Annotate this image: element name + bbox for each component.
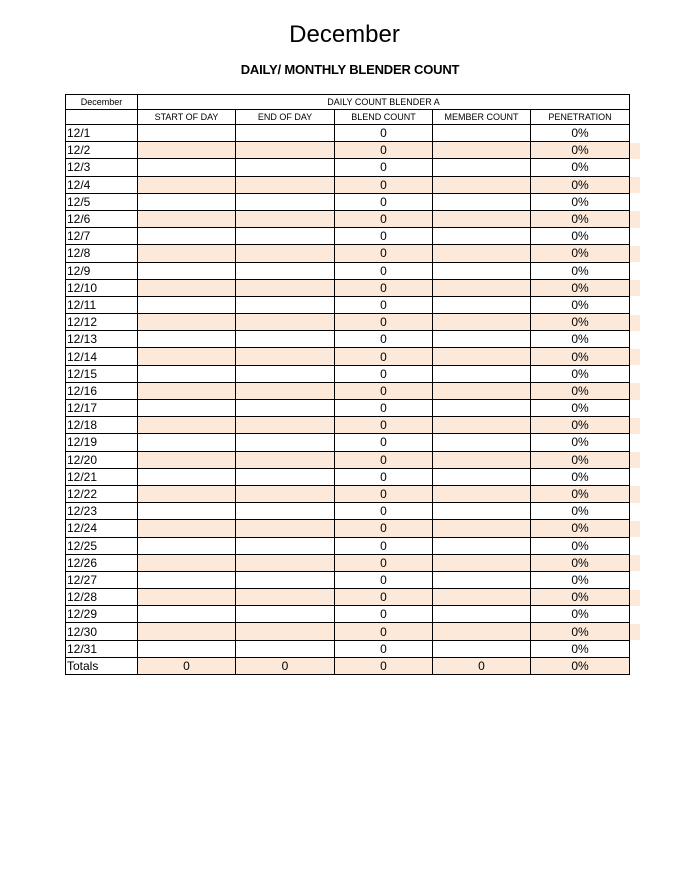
penetration-cell: 0% <box>531 193 630 210</box>
column-header-blend-count: BLEND COUNT <box>335 110 433 125</box>
blend-count-cell: 0 <box>335 348 433 365</box>
end-of-day-cell[interactable] <box>236 142 335 159</box>
penetration-cell: 0% <box>531 296 630 313</box>
blend-count-cell: 0 <box>335 125 433 142</box>
date-cell: 12/19 <box>66 434 138 451</box>
penetration-cell: 0% <box>531 554 630 571</box>
date-cell: 12/17 <box>66 400 138 417</box>
blend-count-cell: 0 <box>335 434 433 451</box>
member-count-cell[interactable] <box>433 210 531 227</box>
table-row <box>66 210 630 227</box>
blend-count-cell: 0 <box>335 228 433 245</box>
table-row <box>66 314 630 331</box>
start-of-day-cell[interactable] <box>138 589 236 606</box>
start-of-day-cell[interactable] <box>138 176 236 193</box>
end-of-day-cell[interactable] <box>236 228 335 245</box>
blend-count-cell: 0 <box>335 142 433 159</box>
group-header-row <box>66 95 630 110</box>
penetration-cell: 0% <box>531 468 630 485</box>
row-fill-overflow <box>630 280 640 296</box>
start-of-day-cell[interactable] <box>138 245 236 262</box>
member-count-cell[interactable] <box>433 348 531 365</box>
penetration-cell: 0% <box>531 279 630 296</box>
table-row <box>66 485 630 502</box>
date-cell: 12/12 <box>66 314 138 331</box>
member-count-cell[interactable] <box>433 468 531 485</box>
member-count-cell[interactable] <box>433 606 531 623</box>
penetration-cell: 0% <box>531 331 630 348</box>
end-of-day-cell[interactable] <box>236 434 335 451</box>
table-row <box>66 159 630 176</box>
date-cell: 12/22 <box>66 485 138 502</box>
start-of-day-cell[interactable] <box>138 262 236 279</box>
start-of-day-cell[interactable] <box>138 314 236 331</box>
row-fill-overflow <box>630 521 640 537</box>
page-title: December <box>289 21 400 48</box>
blend-count-cell: 0 <box>335 400 433 417</box>
start-of-day-cell[interactable] <box>138 228 236 245</box>
start-of-day-cell[interactable] <box>138 640 236 657</box>
table-row <box>66 571 630 588</box>
end-of-day-cell[interactable] <box>236 382 335 399</box>
table-row <box>66 296 630 313</box>
table-row <box>66 537 630 554</box>
column-header-end-of-day: END OF DAY <box>236 110 335 125</box>
end-of-day-cell[interactable] <box>236 365 335 382</box>
end-of-day-cell[interactable] <box>236 554 335 571</box>
blend-count-cell: 0 <box>335 451 433 468</box>
start-of-day-cell[interactable] <box>138 125 236 142</box>
member-count-cell[interactable] <box>433 331 531 348</box>
start-of-day-cell[interactable] <box>138 451 236 468</box>
table-row <box>66 331 630 348</box>
member-count-cell[interactable] <box>433 537 531 554</box>
end-of-day-cell[interactable] <box>236 606 335 623</box>
blend-count-cell: 0 <box>335 468 433 485</box>
column-header-member-count: MEMBER COUNT <box>433 110 531 125</box>
penetration-cell: 0% <box>531 417 630 434</box>
table-row <box>66 400 630 417</box>
end-of-day-cell[interactable] <box>236 159 335 176</box>
member-count-cell[interactable] <box>433 503 531 520</box>
date-cell: 12/11 <box>66 296 138 313</box>
member-count-cell[interactable] <box>433 520 531 537</box>
member-count-cell[interactable] <box>433 296 531 313</box>
table-row <box>66 365 630 382</box>
total-penetration-cell: 0% <box>531 657 630 674</box>
penetration-cell: 0% <box>531 142 630 159</box>
table-row <box>66 279 630 296</box>
date-cell: 12/25 <box>66 537 138 554</box>
row-fill-overflow <box>630 624 640 640</box>
penetration-cell: 0% <box>531 606 630 623</box>
blend-count-cell: 0 <box>335 503 433 520</box>
row-fill-overflow <box>630 143 640 159</box>
penetration-cell: 0% <box>531 589 630 606</box>
member-count-cell[interactable] <box>433 640 531 657</box>
date-cell: 12/7 <box>66 228 138 245</box>
start-of-day-cell[interactable] <box>138 279 236 296</box>
penetration-cell: 0% <box>531 503 630 520</box>
table-row <box>66 589 630 606</box>
group-header-cell: DAILY COUNT BLENDER A <box>138 95 630 110</box>
table-row <box>66 640 630 657</box>
blend-count-cell: 0 <box>335 537 433 554</box>
penetration-cell: 0% <box>531 210 630 227</box>
penetration-cell: 0% <box>531 245 630 262</box>
blend-count-cell: 0 <box>335 159 433 176</box>
blend-count-cell: 0 <box>335 606 433 623</box>
start-of-day-cell[interactable] <box>138 571 236 588</box>
penetration-cell: 0% <box>531 365 630 382</box>
date-cell: 12/14 <box>66 348 138 365</box>
blend-count-cell: 0 <box>335 571 433 588</box>
member-count-cell[interactable] <box>433 571 531 588</box>
start-of-day-cell[interactable] <box>138 485 236 502</box>
row-fill-overflow <box>630 211 640 227</box>
start-of-day-cell[interactable] <box>138 365 236 382</box>
start-of-day-cell[interactable] <box>138 606 236 623</box>
penetration-cell: 0% <box>531 382 630 399</box>
member-count-cell[interactable] <box>433 365 531 382</box>
blend-count-cell: 0 <box>335 245 433 262</box>
blender-count-sheet <box>65 94 630 675</box>
blend-count-cell: 0 <box>335 262 433 279</box>
table-row <box>66 468 630 485</box>
penetration-cell: 0% <box>531 348 630 365</box>
date-cell: 12/1 <box>66 125 138 142</box>
blend-count-cell: 0 <box>335 279 433 296</box>
end-of-day-cell[interactable] <box>236 640 335 657</box>
blend-count-cell: 0 <box>335 382 433 399</box>
penetration-cell: 0% <box>531 228 630 245</box>
date-column-header <box>66 110 138 125</box>
date-cell: 12/2 <box>66 142 138 159</box>
date-cell: 12/10 <box>66 279 138 296</box>
row-fill-overflow <box>630 555 640 571</box>
table-row <box>66 434 630 451</box>
date-cell: 12/8 <box>66 245 138 262</box>
end-of-day-cell[interactable] <box>236 331 335 348</box>
row-fill-overflow <box>630 315 640 331</box>
member-count-cell[interactable] <box>433 451 531 468</box>
total-member-count-cell: 0 <box>433 657 531 674</box>
table-row <box>66 228 630 245</box>
member-count-cell[interactable] <box>433 245 531 262</box>
date-cell: 12/23 <box>66 503 138 520</box>
blend-count-cell: 0 <box>335 640 433 657</box>
date-cell: 12/15 <box>66 365 138 382</box>
blend-count-cell: 0 <box>335 623 433 640</box>
member-count-cell[interactable] <box>433 159 531 176</box>
date-cell: 12/4 <box>66 176 138 193</box>
column-header-start-of-day: START OF DAY <box>138 110 236 125</box>
penetration-cell: 0% <box>531 434 630 451</box>
column-header-penetration: PENETRATION <box>531 110 630 125</box>
start-of-day-cell[interactable] <box>138 417 236 434</box>
blender-count-table <box>65 94 630 675</box>
end-of-day-cell[interactable] <box>236 348 335 365</box>
start-of-day-cell[interactable] <box>138 348 236 365</box>
date-cell: 12/24 <box>66 520 138 537</box>
member-count-cell[interactable] <box>433 434 531 451</box>
penetration-cell: 0% <box>531 485 630 502</box>
total-start-of-day-cell: 0 <box>138 657 236 674</box>
start-of-day-cell[interactable] <box>138 382 236 399</box>
member-count-cell[interactable] <box>433 485 531 502</box>
member-count-cell[interactable] <box>433 193 531 210</box>
table-row <box>66 606 630 623</box>
start-of-day-cell[interactable] <box>138 554 236 571</box>
date-cell: 12/3 <box>66 159 138 176</box>
end-of-day-cell[interactable] <box>236 485 335 502</box>
member-count-cell[interactable] <box>433 623 531 640</box>
page-subtitle: DAILY/ MONTHLY BLENDER COUNT <box>240 62 460 77</box>
table-row <box>66 520 630 537</box>
end-of-day-cell[interactable] <box>236 468 335 485</box>
start-of-day-cell[interactable] <box>138 537 236 554</box>
column-header-row <box>66 110 630 125</box>
date-cell: 12/28 <box>66 589 138 606</box>
blend-count-cell: 0 <box>335 554 433 571</box>
penetration-cell: 0% <box>531 314 630 331</box>
start-of-day-cell[interactable] <box>138 434 236 451</box>
end-of-day-cell[interactable] <box>236 400 335 417</box>
row-fill-overflow <box>630 177 640 193</box>
table-row <box>66 176 630 193</box>
penetration-cell: 0% <box>531 159 630 176</box>
end-of-day-cell[interactable] <box>236 262 335 279</box>
date-cell: 12/9 <box>66 262 138 279</box>
table-row <box>66 554 630 571</box>
date-cell: 12/20 <box>66 451 138 468</box>
member-count-cell[interactable] <box>433 228 531 245</box>
blend-count-cell: 0 <box>335 485 433 502</box>
end-of-day-cell[interactable] <box>236 623 335 640</box>
member-count-cell[interactable] <box>433 417 531 434</box>
blend-count-cell: 0 <box>335 193 433 210</box>
member-count-cell[interactable] <box>433 262 531 279</box>
start-of-day-cell[interactable] <box>138 159 236 176</box>
penetration-cell: 0% <box>531 640 630 657</box>
end-of-day-cell[interactable] <box>236 125 335 142</box>
end-of-day-cell[interactable] <box>236 210 335 227</box>
penetration-cell: 0% <box>531 623 630 640</box>
start-of-day-cell[interactable] <box>138 503 236 520</box>
penetration-cell: 0% <box>531 571 630 588</box>
blend-count-cell: 0 <box>335 176 433 193</box>
date-cell: 12/31 <box>66 640 138 657</box>
start-of-day-cell[interactable] <box>138 142 236 159</box>
start-of-day-cell[interactable] <box>138 331 236 348</box>
end-of-day-cell[interactable] <box>236 520 335 537</box>
blend-count-cell: 0 <box>335 210 433 227</box>
member-count-cell[interactable] <box>433 125 531 142</box>
end-of-day-cell[interactable] <box>236 451 335 468</box>
member-count-cell[interactable] <box>433 382 531 399</box>
date-cell: 12/5 <box>66 193 138 210</box>
corner-header-cell: December <box>66 95 138 110</box>
table-row <box>66 451 630 468</box>
start-of-day-cell[interactable] <box>138 520 236 537</box>
member-count-cell[interactable] <box>433 314 531 331</box>
penetration-cell: 0% <box>531 520 630 537</box>
total-end-of-day-cell: 0 <box>236 657 335 674</box>
end-of-day-cell[interactable] <box>236 193 335 210</box>
member-count-cell[interactable] <box>433 554 531 571</box>
start-of-day-cell[interactable] <box>138 468 236 485</box>
end-of-day-cell[interactable] <box>236 537 335 554</box>
end-of-day-cell[interactable] <box>236 176 335 193</box>
table-row <box>66 193 630 210</box>
date-cell: 12/26 <box>66 554 138 571</box>
end-of-day-cell[interactable] <box>236 245 335 262</box>
totals-label-cell: Totals <box>66 657 138 674</box>
date-cell: 12/16 <box>66 382 138 399</box>
member-count-cell[interactable] <box>433 400 531 417</box>
start-of-day-cell[interactable] <box>138 296 236 313</box>
table-row <box>66 142 630 159</box>
end-of-day-cell[interactable] <box>236 589 335 606</box>
blend-count-cell: 0 <box>335 520 433 537</box>
end-of-day-cell[interactable] <box>236 503 335 520</box>
totals-row <box>66 657 630 674</box>
table-row <box>66 382 630 399</box>
table-row <box>66 125 630 142</box>
member-count-cell[interactable] <box>433 176 531 193</box>
date-cell: 12/27 <box>66 571 138 588</box>
row-fill-overflow <box>630 590 640 606</box>
table-row <box>66 245 630 262</box>
penetration-cell: 0% <box>531 262 630 279</box>
member-count-cell[interactable] <box>433 279 531 296</box>
penetration-cell: 0% <box>531 125 630 142</box>
blend-count-cell: 0 <box>335 331 433 348</box>
blend-count-cell: 0 <box>335 417 433 434</box>
penetration-cell: 0% <box>531 451 630 468</box>
table-row <box>66 417 630 434</box>
blend-count-cell: 0 <box>335 314 433 331</box>
date-cell: 12/30 <box>66 623 138 640</box>
member-count-cell[interactable] <box>433 589 531 606</box>
row-fill-overflow <box>630 452 640 468</box>
start-of-day-cell[interactable] <box>138 400 236 417</box>
row-fill-overflow <box>630 383 640 399</box>
member-count-cell[interactable] <box>433 142 531 159</box>
penetration-cell: 0% <box>531 400 630 417</box>
blend-count-cell: 0 <box>335 296 433 313</box>
date-cell: 12/29 <box>66 606 138 623</box>
row-fill-overflow <box>630 418 640 434</box>
table-row <box>66 503 630 520</box>
start-of-day-cell[interactable] <box>138 193 236 210</box>
penetration-cell: 0% <box>531 176 630 193</box>
table-row <box>66 623 630 640</box>
penetration-cell: 0% <box>531 537 630 554</box>
row-fill-overflow <box>630 486 640 502</box>
table-row <box>66 348 630 365</box>
end-of-day-cell[interactable] <box>236 417 335 434</box>
date-cell: 12/6 <box>66 210 138 227</box>
row-fill-overflow <box>630 246 640 262</box>
blend-count-cell: 0 <box>335 365 433 382</box>
end-of-day-cell[interactable] <box>236 296 335 313</box>
row-fill-overflow <box>630 349 640 365</box>
blend-count-cell: 0 <box>335 589 433 606</box>
date-cell: 12/18 <box>66 417 138 434</box>
date-cell: 12/21 <box>66 468 138 485</box>
total-blend-count-cell: 0 <box>335 657 433 674</box>
table-row <box>66 262 630 279</box>
end-of-day-cell[interactable] <box>236 279 335 296</box>
start-of-day-cell[interactable] <box>138 623 236 640</box>
end-of-day-cell[interactable] <box>236 314 335 331</box>
date-cell: 12/13 <box>66 331 138 348</box>
start-of-day-cell[interactable] <box>138 210 236 227</box>
end-of-day-cell[interactable] <box>236 571 335 588</box>
